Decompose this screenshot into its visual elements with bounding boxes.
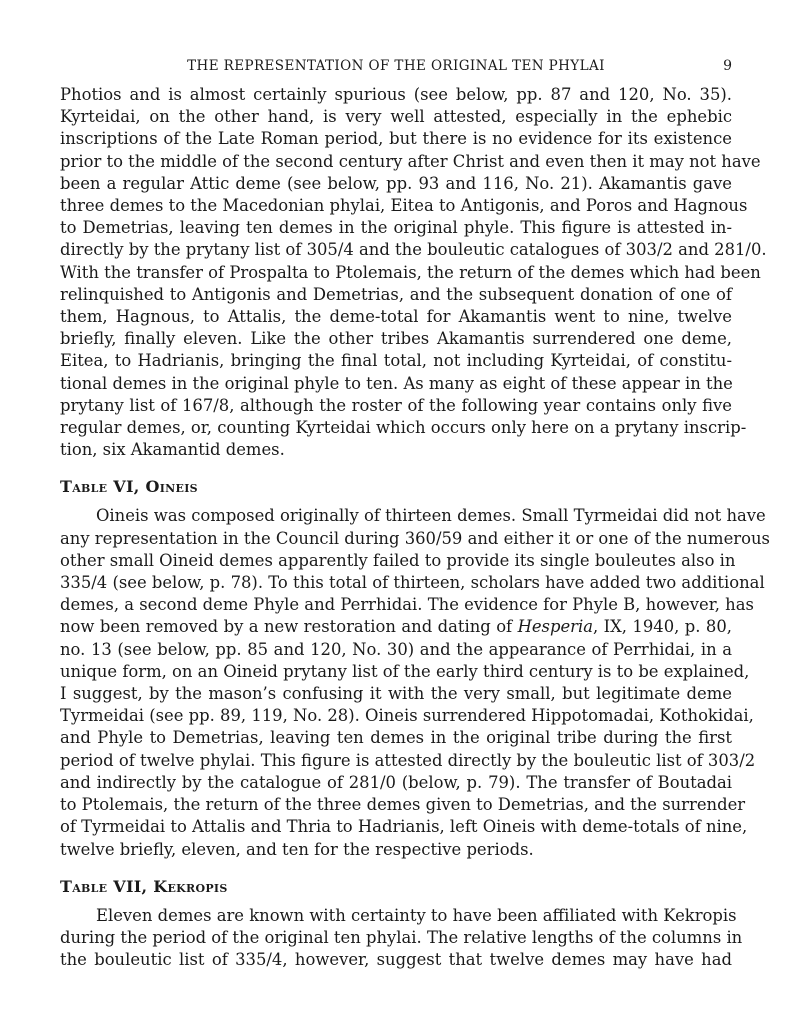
- text-line: tional demes in the original phyle to ten. As many as eight of these appear in the: [60, 373, 733, 393]
- text-fragment: , IX, 1940, p. 80,: [593, 617, 732, 637]
- text-line: [60, 616, 732, 638]
- text-line: three demes to the Macedonian phylai, Eitea to Antigonis, and Poros and Hagnous: [60, 196, 748, 216]
- text-line: and Phyle to Demetrias, leaving ten demes in the original tribe during the first: [60, 728, 732, 748]
- text-line: them, Hagnous, to Attalis, the deme-total for Akamantis went to nine, twelve: [60, 307, 732, 327]
- page: [60, 58, 770, 971]
- text-line: relinquished to Antigonis and Demetrias, and the subsequent donation of one of: [60, 284, 732, 304]
- running-title: THE REPRESENTATION OF THE ORIGINAL TEN PHYLAI: [187, 58, 605, 74]
- text-line: twelve briefly, eleven, and ten for the respective periods.: [60, 839, 534, 859]
- text-line: period of twelve phylai. This figure is attested directly by the bouleutic list of 303/2: [60, 750, 756, 770]
- text-line: Eleven demes are known with certainty to have been affiliated with Kekropis: [96, 905, 737, 925]
- text-line: other small Oineid demes apparently failed to provide its single bouleutes also in: [60, 550, 736, 570]
- text-line: Kyrteidai, on the other hand, is very well attested, especially in the ephebic: [60, 107, 732, 127]
- text-line: Tyrmeidai (see pp. 89, 119, No. 28). Oineis surrendered Hippotomadai, Kothokidai,: [60, 706, 754, 726]
- text-line: no. 13 (see below, pp. 85 and 120, No. 30) and the appearance of Perrhidai, in a: [60, 639, 732, 659]
- section-heading-oineis: Table VI, Oineis: [60, 477, 198, 497]
- text-line: Photios and is almost certainly spurious (see below, pp. 87 and 120, No. 35).: [60, 85, 732, 104]
- text-line: 335/4 (see below, p. 78). To this total of thirteen, scholars have added two additional: [60, 573, 765, 593]
- text-line: and indirectly by the catalogue of 281/0 (below, p. 79). The transfer of Boutadai: [60, 772, 732, 792]
- text-line: With the transfer of Prospalta to Ptolemais, the return of the demes which had been: [60, 262, 761, 282]
- text-line: prior to the middle of the second century after Christ and even then it may not have: [60, 151, 761, 171]
- text-line: of Tyrmeidai to Attalis and Thria to Hadrianis, left Oineis with deme-totals of nine,: [60, 817, 748, 837]
- paragraph-kekropis: [60, 905, 743, 972]
- text-line: any representation in the Council during 360/59 and either it or one of the numerous: [60, 528, 770, 548]
- text-line: briefly, finally eleven. Like the other tribes Akamantis surrendered one deme,: [60, 329, 732, 349]
- text-line: inscriptions of the Late Roman period, but there is no evidence for its existence: [60, 129, 732, 149]
- text-line: tion, six Akamantid demes.: [60, 440, 285, 460]
- page-number: 9: [723, 58, 732, 74]
- text-line: Eitea, to Hadrianis, bringing the final total, not including Kyrteidai, of constitu-: [60, 351, 732, 371]
- text-fragment: now been removed by a new restoration and dating of: [60, 617, 518, 637]
- text-line: I suggest, by the mason’s confusing it with the very small, but legitimate deme: [60, 684, 732, 704]
- paragraph-oineis: [60, 505, 770, 860]
- text-line: been a regular Attic deme (see below, pp. 93 and 116, No. 21). Akamantis gave: [60, 173, 732, 193]
- text-line: Oineis was composed originally of thirteen demes. Small Tyrmeidai did not have: [96, 506, 766, 526]
- text-line: prytany list of 167/8, although the roster of the following year contains only five: [60, 395, 732, 415]
- text-line: directly by the prytany list of 305/4 and the bouleutic catalogues of 303/2 and 281/0.: [60, 240, 767, 260]
- text-line: the bouleutic list of 335/4, however, suggest that twelve demes may have had: [60, 950, 732, 970]
- text-line: unique form, on an Oineid prytany list of the early third century is to be explained,: [60, 661, 750, 681]
- section-heading-kekropis: Table VII, Kekropis: [60, 876, 228, 896]
- text-line: to Demetrias, leaving ten demes in the original phyle. This figure is attested in-: [60, 218, 732, 238]
- journal-title: Hesperia: [517, 617, 594, 637]
- running-head: [60, 58, 732, 84]
- text-line: regular demes, or, counting Kyrteidai which occurs only here on a prytany inscrip-: [60, 418, 747, 438]
- text-line: demes, a second deme Phyle and Perrhidai. The evidence for Phyle B, however, has: [60, 595, 754, 615]
- text-line: to Ptolemais, the return of the three demes given to Demetrias, and the surrender: [60, 795, 746, 815]
- text-line: during the period of the original ten phylai. The relative lengths of the columns in: [60, 927, 743, 947]
- paragraph-akamantis: [60, 84, 767, 461]
